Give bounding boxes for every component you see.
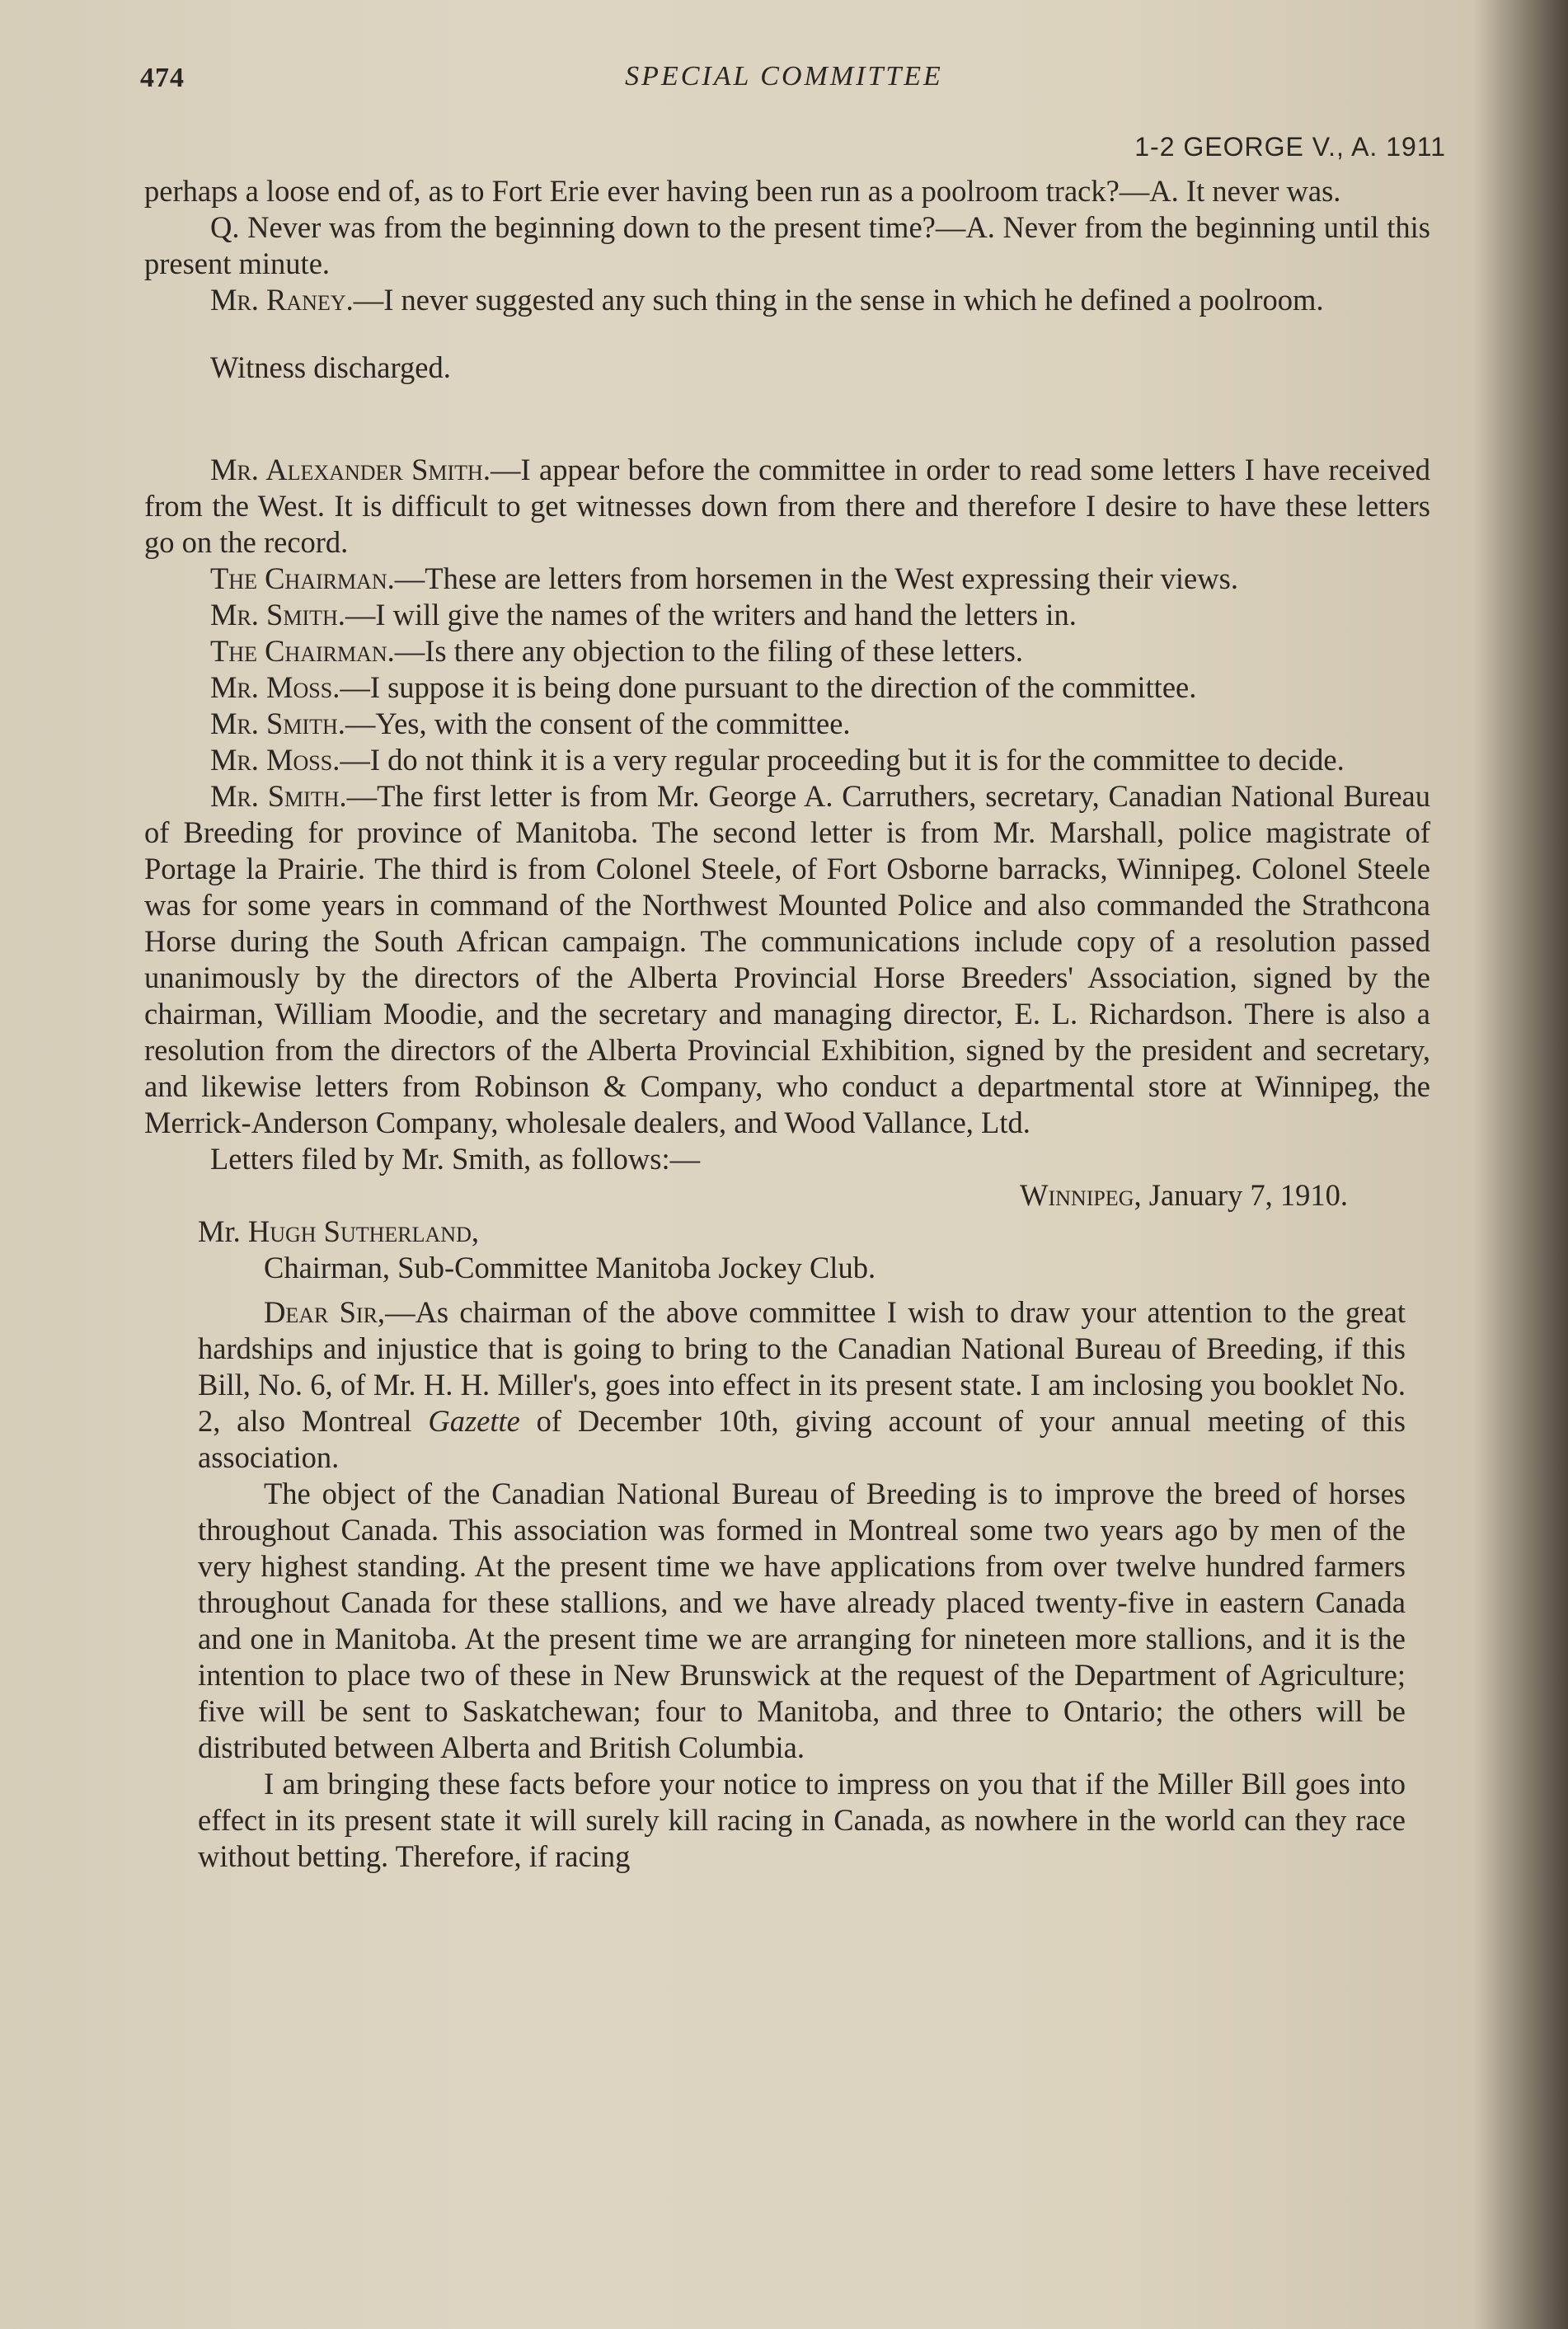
session-label: 1-2 GEORGE V., A. 1911: [1134, 132, 1446, 162]
letter-place: Winnipeg,: [1020, 1178, 1142, 1212]
testimony-paragraph: [144, 706, 1430, 742]
witness-note: Witness discharged.: [210, 350, 451, 384]
speech-text: —I appear before the committee in order to read some letters I have received from the West. It is difficult to get witnesses down from there and therefore I desire to have these letters go on the record.: [144, 453, 1431, 559]
speech-text: —I do not think it is a very regular proceeding but it is for the committee to decide.: [340, 743, 1345, 777]
speaker-name: Mr. Smith.: [210, 598, 345, 632]
letter-dateline: [144, 1177, 1430, 1214]
speech-text: —The first letter is from Mr. George A. Carruthers, secretary, Canadian National Bureau of Breeding for province of Manitoba. The second letter is from Mr. Marshall, police magistrate of Portage la Prairie. The third is from Colonel Steele, of Fort Osborne barracks, Winnipeg. Colonel Steele was for some years in command of the Northwest Mounted Police and also commanded the Strathcona Horse during the South African campaign. The communications include copy of a resolution passed unanimously by the directors of the Alberta Provincial Horse Breeders' Association, signed by the chairman, William Moodie, and the secretary and managing director, E. L. Richardson. There is also a resolution from the directors of the Alberta Provincial Exhibition, signed by the president and secretary, and likewise letters from Robinson & Company, who conduct a departmental store at Winnipeg, the Merrick-Anderson Company, wholesale dealers, and Wood Vallance, Ltd.: [144, 779, 1431, 1139]
letter-paragraph: [198, 1294, 1406, 1476]
testimony-paragraph: [144, 742, 1430, 778]
speaker-name: Mr. Alexander Smith.: [210, 453, 491, 486]
speaker-name: Mr. Smith.: [210, 779, 347, 813]
speaker-name: Mr. Moss.: [210, 743, 340, 777]
letter-text: —As chairman of the above committee I wish to draw your attention to the great hardships and injustice that is going to bring to the Canadian National Bureau of Breeding, if this Bill, No. 6, of Mr. H. H. Miller's, goes into effect in its present state. I am inclosing you booklet No. 2, also Montreal: [198, 1295, 1406, 1438]
letter-paragraph: I am bringing these facts before your notice to impress on you that if the Miller Bill goes into effect in its present state it will surely kill racing in Canada, as nowhere in the world can they race without betting. Therefore, if racing: [198, 1767, 1406, 1873]
testimony-paragraph: [144, 282, 1430, 318]
addressee-name: Hugh Sutherland,: [247, 1214, 479, 1248]
letter-addressee-title: Chairman, Sub-Committee Manitoba Jockey Club.: [264, 1251, 876, 1284]
speech-text: —Yes, with the consent of the committee.: [345, 707, 851, 740]
speaker-name: The Chairman.: [210, 561, 395, 595]
testimony-paragraph: [144, 597, 1430, 633]
letters-intro: Letters filed by Mr. Smith, as follows:—: [210, 1142, 701, 1176]
letter-addressee: [198, 1214, 1430, 1250]
testimony-paragraph: [144, 778, 1430, 1141]
testimony-paragraph: [144, 669, 1430, 706]
page-number: 474: [140, 63, 185, 93]
letter-salutation: Dear Sir,: [264, 1295, 386, 1329]
letter-date: January 7, 1910.: [1141, 1178, 1348, 1212]
speaker-name: The Chairman.: [210, 634, 395, 668]
speaker-name: Mr. Moss.: [210, 670, 340, 704]
speech-text: —These are letters from horsemen in the West expressing their views.: [394, 561, 1238, 595]
letter-paragraph: The object of the Canadian National Bureau of Breeding is to improve the breed of horses throughout Canada. This association was formed in Montreal some two years ago by men of the very highest standing. At the present time we have applications from over twelve hundred farmers throughout Canada for these stallions, and we have already placed twenty-five in eastern Canada and one in Manitoba. At the present time we are arranging for nineteen more stallions, and it is the intention to place two of these in New Brunswick at the request of the Department of Agriculture; five will be sent to Saskatchewan; four to Manitoba, and three to Ontario; the others will be distributed between Alberta and British Columbia.: [198, 1477, 1406, 1764]
page-body: [144, 173, 1430, 1875]
speech-text: —I will give the names of the writers and hand the letters in.: [345, 598, 1077, 632]
addressee-prefix: Mr.: [198, 1214, 248, 1248]
testimony-paragraph: Q. Never was from the beginning down to the present time?—A. Never from the beginning until this present minute.: [144, 210, 1430, 280]
speech-text: —Is there any objection to the filing of these letters.: [394, 634, 1024, 668]
testimony-paragraph: [144, 452, 1430, 561]
testimony-paragraph: perhaps a loose end of, as to Fort Erie ever having been run as a poolroom track?—A. It never was.: [144, 174, 1341, 208]
speech-text: —I suppose it is being done pursuant to the direction of the committee.: [340, 670, 1197, 704]
testimony-paragraph: [144, 561, 1430, 597]
speech-text: —I never suggested any such thing in the sense in which he defined a poolroom.: [353, 283, 1324, 317]
letter-text: of December 10th, giving account of your annual meeting of this association.: [198, 1404, 1406, 1474]
speaker-name: Mr. Smith.: [210, 707, 345, 740]
testimony-paragraph: [144, 633, 1430, 669]
speaker-name: Mr. Raney.: [210, 283, 354, 317]
newspaper-name: Gazette: [428, 1404, 520, 1438]
running-title: SPECIAL COMMITTEE: [625, 61, 943, 92]
